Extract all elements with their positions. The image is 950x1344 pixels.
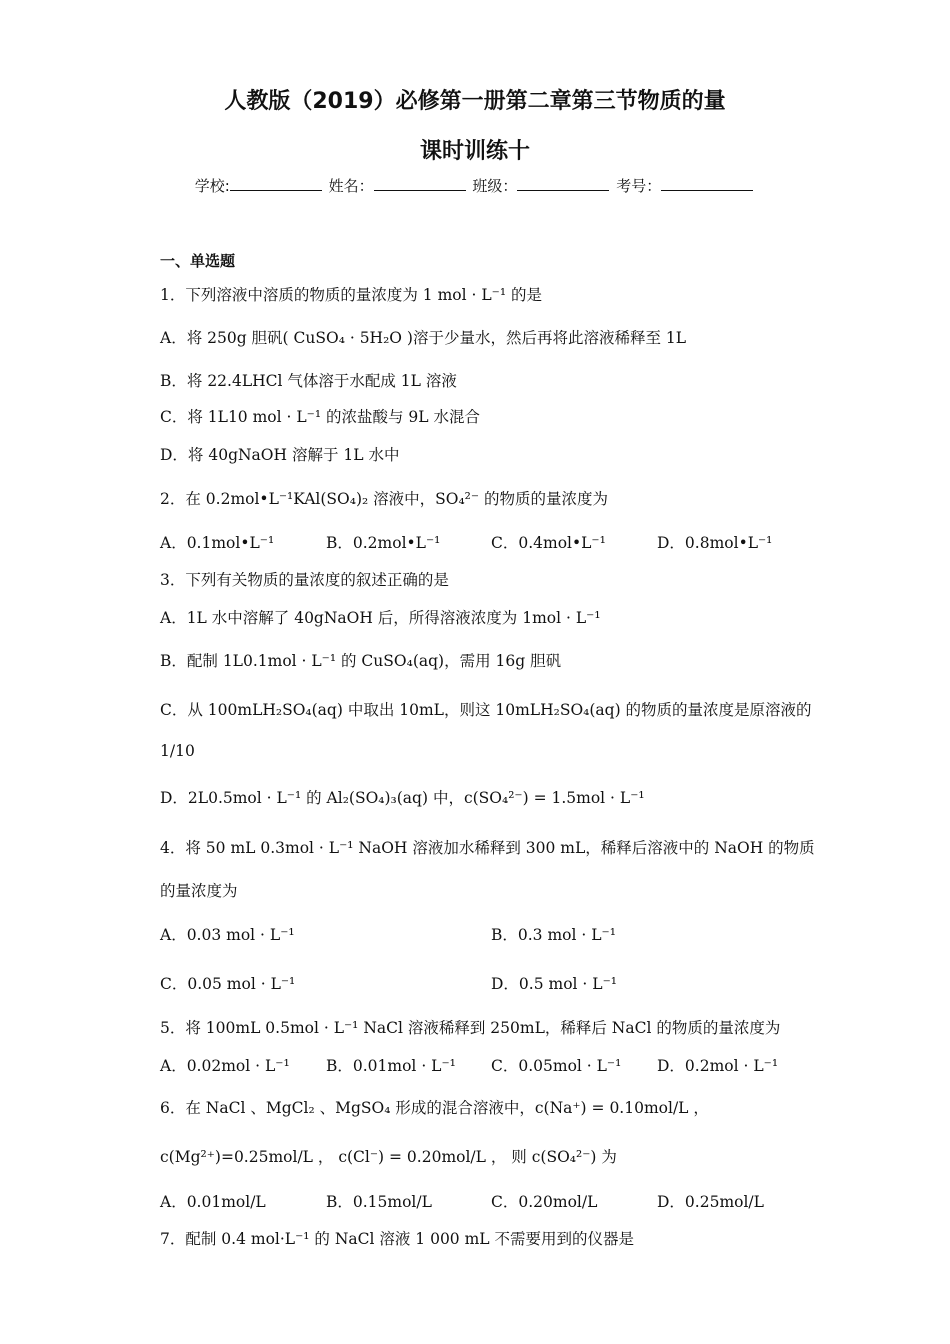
school-label: 学校: xyxy=(194,177,230,195)
section-heading: 一、单选题 xyxy=(160,252,236,270)
q3-option-a: A．1L 水中溶解了 40gNaOH 后，所得溶液浓度为 1mol · L⁻¹ xyxy=(160,609,601,627)
q6-stem: 6．在 NaCl 、MgCl₂ 、MgSO₄ 形成的混合溶液中，c(Na⁺) = 0.10mol/L ， xyxy=(160,1099,709,1117)
worksheet-subtitle: 课时训练十 xyxy=(419,139,530,164)
q5-option-b: B．0.01mol · L⁻¹ xyxy=(326,1057,456,1075)
class-label: 班级： xyxy=(472,177,518,195)
q3-option-c: C．从 100mLH₂SO₄(aq) 中取出 10mL，则这 10mLH₂SO₄(aq) 的物质的量浓度是原溶液的 xyxy=(160,701,812,719)
q2-option-a: A．0.1mol•L⁻¹ xyxy=(160,534,275,552)
q5-stem: 5．将 100mL 0.5mol · L⁻¹ NaCl 溶液稀释到 250mL，稀释后 NaCl 的物质的量浓度为 xyxy=(160,1019,781,1037)
q1-option-b: B．将 22.4LHCl 气体溶于水配成 1L 溶液 xyxy=(160,372,457,390)
q6-option-a: A．0.01mol/L xyxy=(160,1193,266,1211)
q4-option-a: A．0.03 mol · L⁻¹ xyxy=(160,926,295,944)
q1-option-c: C．将 1L10 mol · L⁻¹ 的浓盐酸与 9L 水混合 xyxy=(160,408,480,426)
q2-option-d: D．0.8mol•L⁻¹ xyxy=(657,534,773,552)
name-label: 姓名： xyxy=(328,177,374,195)
q3-option-c-cont: 1/10 xyxy=(160,742,195,760)
q7-stem: 7．配制 0.4 mol·L⁻¹ 的 NaCl 溶液 1 000 mL 不需要用到的仪器是 xyxy=(160,1230,635,1248)
q6-option-b: B．0.15mol/L xyxy=(326,1193,432,1211)
class-blank[interactable] xyxy=(517,176,609,191)
q4-stem: 4．将 50 mL 0.3mol · L⁻¹ NaOH 溶液加水稀释到 300 mL，稀释后溶液中的 NaOH 的物质 xyxy=(160,839,815,857)
q1-option-d: D．将 40gNaOH 溶解于 1L 水中 xyxy=(160,446,400,464)
q6-option-c: C．0.20mol/L xyxy=(491,1193,598,1211)
q6-stem-cont: c(Mg²⁺)=0.25mol/L ， c(Cl⁻) = 0.20mol/L ， 则 c(SO₄²⁻) 为 xyxy=(160,1148,617,1166)
worksheet-title: 人教版（2019）必修第一册第二章第三节物质的量 xyxy=(224,89,726,114)
q1-option-a: A．将 250g 胆矾( CuSO₄ · 5H₂O )溶于少量水，然后再将此溶液稀释至 1L xyxy=(160,329,687,347)
name-blank[interactable] xyxy=(374,176,466,191)
q1-stem: 1．下列溶液中溶质的物质的量浓度为 1 mol · L⁻¹ 的是 xyxy=(160,286,542,304)
q5-option-a: A．0.02mol · L⁻¹ xyxy=(160,1057,290,1075)
q5-option-d: D．0.2mol · L⁻¹ xyxy=(657,1057,779,1075)
q4-option-d: D．0.5 mol · L⁻¹ xyxy=(491,975,617,993)
q3-option-d: D．2L0.5mol · L⁻¹ 的 Al₂(SO₄)₃(aq) 中，c(SO₄²⁻) = 1.5mol · L⁻¹ xyxy=(160,789,645,807)
school-blank[interactable] xyxy=(230,176,322,191)
id-blank[interactable] xyxy=(661,176,753,191)
student-info-row xyxy=(0,175,950,196)
q6-option-d: D．0.25mol/L xyxy=(657,1193,764,1211)
q5-option-c: C．0.05mol · L⁻¹ xyxy=(491,1057,622,1075)
q4-option-c: C．0.05 mol · L⁻¹ xyxy=(160,975,296,993)
id-label: 考号： xyxy=(616,177,662,195)
q2-option-b: B．0.2mol•L⁻¹ xyxy=(326,534,441,552)
q3-stem: 3．下列有关物质的量浓度的叙述正确的是 xyxy=(160,571,449,589)
q2-option-c: C．0.4mol•L⁻¹ xyxy=(491,534,606,552)
q4-option-b: B．0.3 mol · L⁻¹ xyxy=(491,926,616,944)
q4-stem-cont: 的量浓度为 xyxy=(160,882,238,900)
q2-stem: 2．在 0.2mol•L⁻¹KAl(SO₄)₂ 溶液中，SO₄²⁻ 的物质的量浓度为 xyxy=(160,490,608,508)
q3-option-b: B．配制 1L0.1mol · L⁻¹ 的 CuSO₄(aq)，需用 16g 胆矾 xyxy=(160,652,562,670)
